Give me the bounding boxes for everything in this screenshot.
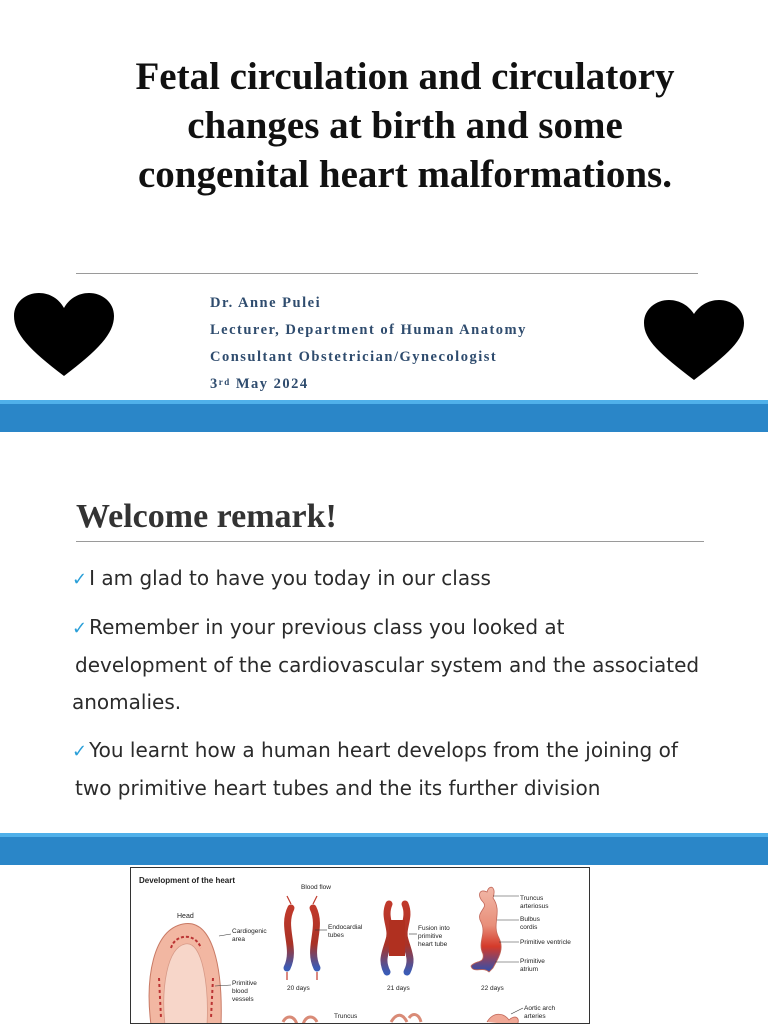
heart-development-diagram (131, 868, 590, 1024)
aortic-arch-illustration (487, 1014, 518, 1024)
author-block (210, 294, 527, 402)
heart-stage-partial (283, 1017, 317, 1024)
presentation-date (210, 375, 527, 402)
bullet-text: Remember in your previous class you looked at (89, 615, 565, 639)
bar-highlight (0, 400, 768, 404)
heart-development-figure (130, 867, 590, 1024)
heart-icon-left (10, 290, 118, 380)
heart-icon-right (640, 296, 748, 386)
label-fusion-2: primitive (418, 933, 443, 940)
label-truncus-2: arteriosus (520, 903, 549, 910)
welcome-divider (76, 541, 704, 542)
label-fusion-3: heart tube (418, 941, 448, 948)
label-area: area (232, 936, 246, 943)
fusion-tube-illustration (384, 904, 410, 972)
title-slide (0, 0, 768, 400)
welcome-title: Welcome remark! (76, 498, 337, 535)
label-vessels: vessels (232, 996, 254, 1003)
label-primitive: Primitive (232, 980, 257, 987)
label-aortic-1: Aortic arch (524, 1005, 556, 1012)
label-head: Head (177, 913, 194, 920)
label-tubes: tubes (328, 932, 344, 939)
date-suffix: rd (218, 377, 231, 387)
endocardial-tubes-illustration (287, 896, 317, 980)
slide-title (40, 52, 768, 199)
label-truncus-1: Truncus (520, 895, 544, 902)
label-bulbus-2: cordis (520, 924, 538, 931)
label-22-days: 22 days (481, 985, 504, 992)
figure-title: Development of the heart (139, 876, 236, 885)
bullet-text-cont: two primitive heart tubes and the its further division (75, 776, 601, 800)
author-role: Lecturer, Department of Human Anatomy (210, 322, 527, 338)
label-cardiogenic: Cardiogenic (232, 928, 267, 935)
title-divider (76, 273, 698, 274)
label-aortic-2: arteries (524, 1013, 546, 1020)
date-rest: May 2024 (230, 376, 309, 392)
heart-22-days-illustration (471, 887, 501, 972)
label-21-days: 21 days (387, 985, 410, 992)
date-day: 3 (210, 376, 219, 392)
checkmark-icon: ✓ (72, 618, 88, 639)
bullet-text: I am glad to have you today in our class (89, 566, 491, 590)
label-truncus-bottom: Truncus (334, 1013, 358, 1020)
checkmark-icon: ✓ (72, 741, 88, 762)
title-line-3: congenital heart malformations. (137, 153, 672, 196)
leader-line (219, 934, 231, 936)
bullet-list (72, 560, 732, 818)
label-blood: blood (232, 988, 248, 995)
title-line-2: changes at birth and some (187, 104, 623, 147)
bullet-text: You learnt how a human heart develops from the joining of (89, 738, 678, 762)
label-bulbus-1: Bulbus (520, 916, 540, 923)
label-fusion-1: Fusion into (418, 925, 450, 932)
author-specialty: Consultant Obstetrician/Gynecologist (210, 349, 498, 365)
title-line-1: Fetal circulation and circulatory (135, 55, 675, 98)
embryo-illustration (149, 924, 221, 1024)
leader-line (511, 1008, 523, 1014)
label-primitive-atrium-2: atrium (520, 966, 539, 973)
bullet-text-cont: development of the cardiovascular system and the associated anomalies. (72, 653, 700, 714)
bullet-item-3 (72, 732, 732, 807)
slide-separator-bar (0, 833, 768, 865)
label-20-days: 20 days (287, 985, 310, 992)
label-blood-flow: Blood flow (301, 884, 331, 891)
bar-highlight (0, 833, 768, 837)
label-endocardial: Endocardial (328, 924, 363, 931)
author-name: Dr. Anne Pulei (210, 295, 322, 311)
label-primitive-atrium-1: Primitive (520, 958, 545, 965)
bullet-item-2 (72, 609, 732, 721)
heart-stage-partial (391, 1015, 421, 1022)
slide-separator-bar (0, 400, 768, 432)
bullet-item-1 (72, 560, 732, 598)
checkmark-icon: ✓ (72, 569, 88, 590)
label-primitive-ventricle: Primitive ventricle (520, 939, 571, 946)
